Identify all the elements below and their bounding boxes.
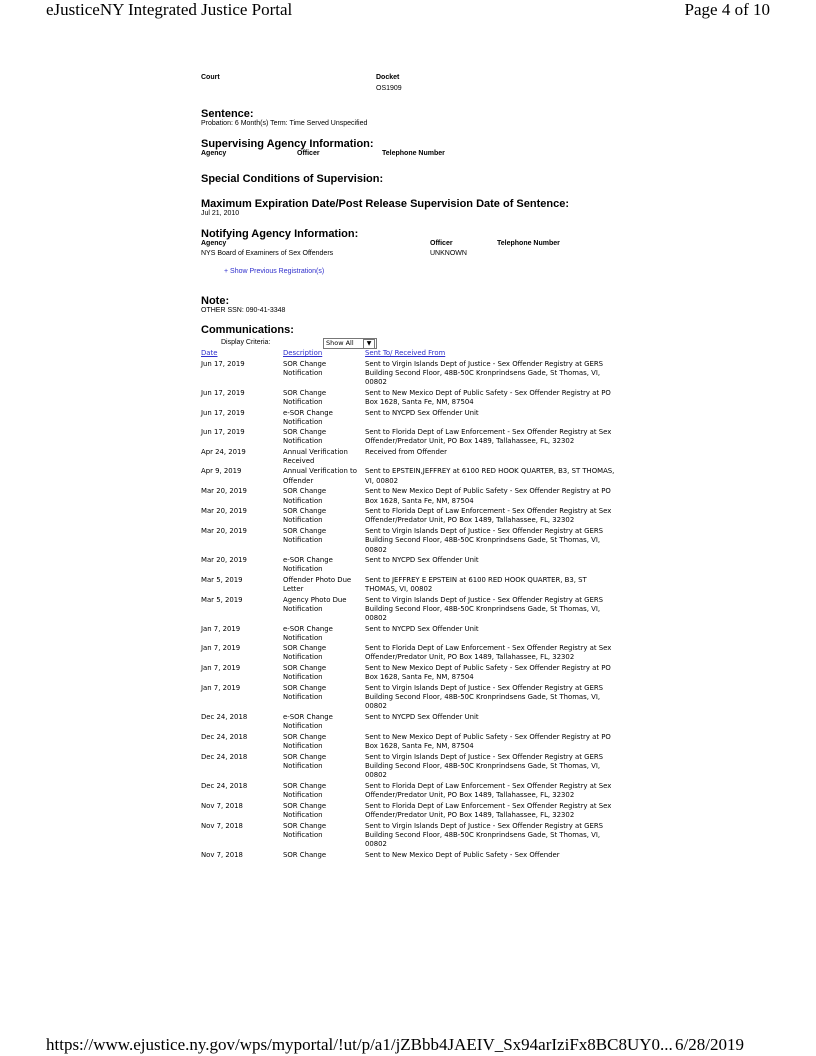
row-date: Mar 20, 2019 (201, 507, 247, 516)
row-sent-to: Sent to Florida Dept of Law Enforcement - Sex Offender Registry at Sex Offender/Predator Unit, PO Box 1489, Tallahassee, FL, 32302 (365, 781, 612, 799)
sort-date-link[interactable]: Date (201, 349, 218, 357)
communications-section (201, 324, 621, 860)
court-docket-row (201, 74, 621, 98)
table-row (201, 448, 621, 466)
table-row (201, 389, 621, 407)
row-date: Jan 7, 2019 (201, 664, 241, 673)
note-section (201, 295, 621, 314)
print-header-title: eJusticeNY Integrated Justice Portal (46, 0, 293, 19)
display-criteria-value: Show All (326, 339, 354, 347)
row-date: Mar 5, 2019 (201, 575, 243, 584)
supervising-officer-label: Officer (297, 150, 320, 157)
table-row (201, 576, 621, 594)
display-criteria-label: Display Criteria: (221, 339, 271, 346)
row-date: Jun 17, 2019 (201, 408, 245, 417)
table-row (201, 428, 621, 446)
row-sent-to: Sent to Virgin Islands Dept of Justice - Sex Offender Registry at GERS Building Second Floor, 48B-50C Kronprindsens Gade, St Thomas, VI, 00802 (365, 595, 603, 623)
row-description: SOR Change Notification (283, 428, 327, 446)
row-description: e-SOR Change Notification (283, 624, 333, 642)
supervising-phone-label: Telephone Number (382, 150, 445, 157)
row-description: SOR Change Notification (283, 821, 327, 839)
communications-table (201, 349, 621, 860)
row-sent-to: Sent to Virgin Islands Dept of Justice - Sex Offender Registry at GERS Building Second Floor, 48B-50C Kronprindsens Gade, St Thomas, VI, 00802 (365, 527, 603, 554)
supervising-agency-label: Agency (201, 150, 227, 157)
table-row (201, 733, 621, 751)
print-footer-date: 6/28/2019 (675, 1035, 744, 1054)
row-sent-to: Sent to Florida Dept of Law Enforcement - Sex Offender Registry at Sex Offender/Predator Unit, PO Box 1489, Tallahassee, FL, 32302 (365, 801, 612, 819)
supervising-heading: Supervising Agency Information: (201, 138, 374, 150)
communications-heading: Communications: (201, 324, 294, 336)
row-sent-to: Sent to Virgin Islands Dept of Justice - Sex Offender Registry at GERS Building Second Floor, 48B-50C Kronprindsens Gade, St Thomas, VI, 00802 (365, 359, 603, 386)
row-date: Nov 7, 2018 (201, 821, 243, 830)
row-description: SOR Change Notification (283, 732, 327, 750)
row-date: Jun 17, 2019 (201, 359, 245, 368)
docket-value: OS1909 (376, 85, 402, 92)
row-date: Dec 24, 2018 (201, 781, 248, 790)
table-row (201, 713, 621, 731)
row-sent-to: Sent to New Mexico Dept of Public Safety - Sex Offender (365, 850, 560, 859)
table-row (201, 507, 621, 525)
row-description: SOR Change Notification (283, 664, 327, 682)
plus-icon: + (224, 268, 229, 275)
sort-description-link[interactable]: Description (283, 349, 323, 357)
display-criteria-select[interactable] (323, 338, 377, 349)
notifying-officer-label: Officer (430, 240, 453, 247)
sort-sent-to-link[interactable]: Sent To/ Received From (365, 349, 446, 357)
row-description: SOR Change Notification (283, 752, 327, 770)
max-expiration-value: Jul 21, 2010 (201, 210, 240, 217)
table-row (201, 409, 621, 427)
row-description: SOR Change Notification (283, 359, 327, 377)
row-date: Mar 20, 2019 (201, 556, 247, 565)
table-row (201, 822, 621, 850)
row-description: SOR Change Notification (283, 801, 327, 819)
row-date: Jun 17, 2019 (201, 428, 245, 437)
sentence-section (201, 108, 621, 127)
table-row (201, 684, 621, 712)
row-description: SOR Change Notification (283, 487, 327, 505)
court-label: Court (201, 74, 220, 81)
row-date: Mar 20, 2019 (201, 487, 247, 496)
table-row (201, 782, 621, 800)
notifying-heading: Notifying Agency Information: (201, 228, 359, 240)
table-row (201, 487, 621, 505)
note-text: OTHER SSN: 090-41-3348 (201, 307, 286, 314)
table-row (201, 527, 621, 555)
row-sent-to: Sent to EPSTEIN,JEFFREY at 6100 RED HOOK QUARTER, B3, ST THOMAS, VI, 00802 (365, 467, 615, 485)
row-sent-to: Received from Offender (365, 447, 447, 456)
note-heading: Note: (201, 295, 230, 307)
row-description: SOR Change Notification (283, 781, 327, 799)
row-sent-to: Sent to Florida Dept of Law Enforcement - Sex Offender Registry at Sex Offender/Predator Unit, PO Box 1489, Tallahassee, FL, 32302 (365, 644, 612, 662)
row-date: Dec 24, 2018 (201, 732, 248, 741)
table-row (201, 556, 621, 574)
row-date: Mar 5, 2019 (201, 595, 243, 604)
table-row (201, 664, 621, 682)
row-description: e-SOR Change Notification (283, 408, 333, 426)
supervising-section (201, 138, 621, 159)
row-date: Jan 7, 2019 (201, 684, 241, 693)
row-sent-to: Sent to New Mexico Dept of Public Safety - Sex Offender Registry at PO Box 1628, Santa Fe, NM, 87504 (365, 664, 611, 682)
table-row (201, 625, 621, 643)
row-description: e-SOR Change Notification (283, 556, 333, 574)
row-description: e-SOR Change Notification (283, 713, 333, 731)
row-date: Nov 7, 2018 (201, 850, 243, 859)
row-description: SOR Change Notification (283, 527, 327, 545)
row-description: SOR Change Notification (283, 507, 327, 525)
row-description: Offender Photo Due Letter (283, 575, 352, 593)
registry-content (201, 74, 621, 861)
row-sent-to: Sent to JEFFREY E EPSTEIN at 6100 RED HOOK QUARTER, B3, ST THOMAS, VI, 00802 (365, 575, 587, 593)
max-expiration-section (201, 198, 621, 217)
row-description: Agency Photo Due Notification (283, 595, 347, 613)
notifying-agency-value: NYS Board of Examiners of Sex Offenders (201, 250, 334, 257)
row-date: Mar 20, 2019 (201, 527, 247, 536)
table-row (201, 802, 621, 820)
chevron-down-icon[interactable]: ▼ (363, 339, 375, 349)
row-date: Nov 7, 2018 (201, 801, 243, 810)
row-description: SOR Change Notification (283, 684, 327, 702)
row-date: Jun 17, 2019 (201, 388, 245, 397)
docket-label: Docket (376, 74, 400, 81)
table-row (201, 360, 621, 388)
row-sent-to: Sent to Virgin Islands Dept of Justice - Sex Offender Registry at GERS Building Second Floor, 48B-50C Kronprindsens Gade, St Thomas, VI, 00802 (365, 821, 603, 848)
table-row (201, 467, 621, 485)
notifying-phone-label: Telephone Number (497, 240, 560, 247)
row-sent-to: Sent to New Mexico Dept of Public Safety - Sex Offender Registry at PO Box 1628, Santa Fe, NM, 87504 (365, 388, 611, 406)
row-sent-to: Sent to Florida Dept of Law Enforcement - Sex Offender Registry at Sex Offender/Predator Unit, PO Box 1489, Tallahassee, FL, 32302 (365, 428, 612, 446)
sentence-text: Probation: 6 Month(s) Term: Time Served Unspecified (201, 120, 368, 127)
row-date: Jan 7, 2019 (201, 644, 241, 653)
print-footer-url: https://www.ejustice.ny.gov/wps/myportal/!ut/p/a1/jZBbb4JAEIV_Sx94arIziFx8BC8UY0... (46, 1035, 673, 1054)
table-row (201, 644, 621, 662)
row-date: Apr 9, 2019 (201, 467, 242, 476)
row-sent-to: Sent to Florida Dept of Law Enforcement - Sex Offender Registry at Sex Offender/Predator Unit, PO Box 1489, Tallahassee, FL, 32302 (365, 507, 612, 525)
table-row (201, 851, 621, 860)
table-header (201, 349, 621, 358)
row-description: SOR Change (283, 850, 327, 859)
notifying-section (201, 228, 621, 260)
row-sent-to: Sent to NYCPD Sex Offender Unit (365, 556, 479, 565)
table-row (201, 753, 621, 781)
row-sent-to: Sent to New Mexico Dept of Public Safety - Sex Offender Registry at PO Box 1628, Santa Fe, NM, 87504 (365, 732, 611, 750)
row-description: SOR Change Notification (283, 388, 327, 406)
table-row (201, 596, 621, 624)
row-description: Annual Verification to Offender (283, 467, 357, 485)
row-sent-to: Sent to Virgin Islands Dept of Justice - Sex Offender Registry at GERS Building Second Floor, 48B-50C Kronprindsens Gade, St Thomas, VI, 00802 (365, 752, 603, 779)
notifying-officer-value: UNKNOWN (430, 250, 467, 257)
row-date: Apr 24, 2019 (201, 447, 246, 456)
row-description: SOR Change Notification (283, 644, 327, 662)
row-sent-to: Sent to NYCPD Sex Offender Unit (365, 624, 479, 633)
row-sent-to: Sent to Virgin Islands Dept of Justice - Sex Offender Registry at GERS Building Second Floor, 48B-50C Kronprindsens Gade, St Thomas, VI, 00802 (365, 684, 603, 711)
special-conditions-heading: Special Conditions of Supervision: (201, 173, 384, 185)
row-sent-to: Sent to NYCPD Sex Offender Unit (365, 713, 479, 722)
notifying-agency-label: Agency (201, 240, 227, 247)
row-date: Jan 7, 2019 (201, 624, 241, 633)
show-previous-label: Show Previous Registration(s) (230, 268, 325, 275)
row-sent-to: Sent to New Mexico Dept of Public Safety - Sex Offender Registry at PO Box 1628, Santa Fe, NM, 87504 (365, 487, 611, 505)
max-expiration-heading: Maximum Expiration Date/Post Release Supervision Date of Sentence: (201, 198, 569, 210)
row-sent-to: Sent to NYCPD Sex Offender Unit (365, 408, 479, 417)
sentence-heading: Sentence: (201, 108, 254, 120)
show-previous-registrations-link[interactable] (224, 268, 621, 275)
print-page-number: Page 4 of 10 (684, 0, 770, 19)
row-date: Dec 24, 2018 (201, 713, 248, 722)
row-date: Dec 24, 2018 (201, 752, 248, 761)
row-description: Annual Verification Received (283, 447, 348, 466)
